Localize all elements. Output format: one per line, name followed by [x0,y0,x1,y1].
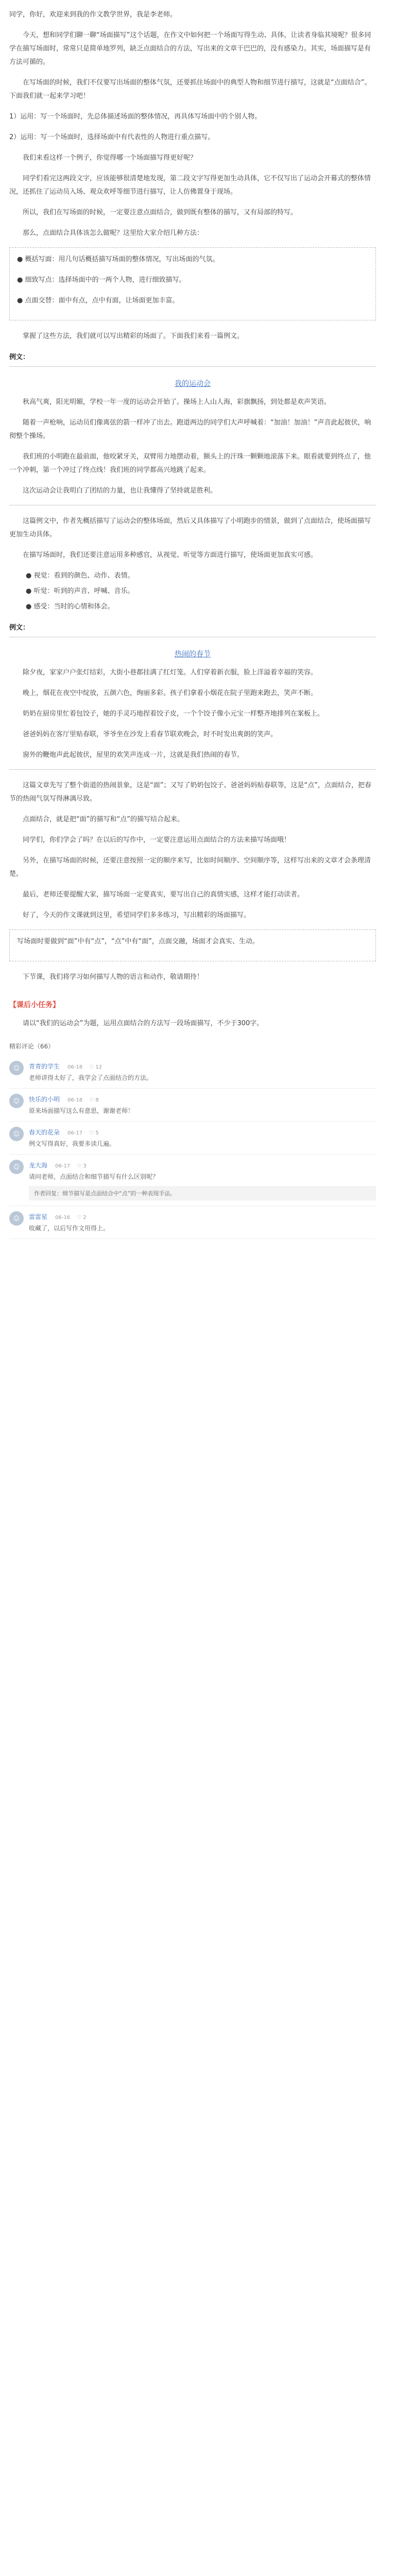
example-label: 例文： [9,353,30,361]
like-count: 3 [83,1163,87,1169]
comment-time: 06-18 [67,1097,83,1103]
avatar[interactable]: ☺ [9,1211,24,1226]
essay-title: 热闹的春节 [175,650,211,658]
comment-text: 收藏了，以后写作文用得上。 [29,1225,110,1232]
method-box-item: ● 概括写面：用几句话概括描写场面的整体情况，写出场面的气氛。 [17,256,219,263]
article-content [0,0,412,1239]
comment-text: 原来场面描写这么有意思，谢谢老师！ [29,1107,134,1114]
comment-item [9,1089,376,1122]
method-box-item: ● 细致写点：选择场面中的一两个人物，进行细致描写。 [17,276,186,284]
essay-paragraph: 除夕夜，家家户户张灯结彩，大街小巷都挂满了红灯笼。人们穿着新衣服，脸上洋溢着幸福的笑容。 [23,669,318,676]
sense-list [9,569,376,614]
body-paragraph: 另外，在描写场面的时候，还要注意按照一定的顺序来写，比如时间顺序、空间顺序等，这样写出来的文章才会条理清楚。 [9,857,371,878]
example-label: 例文： [9,624,30,632]
body-paragraph: 那么，点面结合具体该怎么做呢？这里给大家介绍几种方法： [23,229,204,237]
summary-box [9,929,376,961]
analysis-paragraph: 这篇例文中，作者先概括描写了运动会的整体场面，然后又具体描写了小明跑步的情景，做到了点面结合，使场面描写更加生动具体。 [9,517,371,538]
task-title: 【课后小任务】 [9,1001,60,1009]
sense-item: ● 视觉：看到的颜色、动作、表情。 [26,572,134,580]
like-icon[interactable]: ♡ 3 [77,1163,87,1169]
body-paragraph: 好了，今天的作文课就到这里，希望同学们多多练习，写出精彩的场面描写。 [23,911,251,919]
essay-paragraph: 随着一声枪响，运动员们像离弦的箭一样冲了出去。跑道两边的同学们大声呼喊着：“加油！加油！”声音此起彼伏，响彻整个操场。 [9,419,371,440]
body-paragraph: 同学们，你们学会了吗？在以后的写作中，一定要注意运用点面结合的方法来描写场面哦！ [23,836,291,844]
comment-author[interactable]: 雷雷星 [29,1213,48,1221]
example-essay-2 [9,637,376,770]
essay-paragraph: 晚上，烟花在夜空中绽放，五颜六色，绚丽多彩。孩子们拿着小烟花在院子里跑来跑去，笑声不断。 [23,689,318,697]
summary-text: 写场面时要做到“面”中有“点”，“点”中有“面”，点面交融，场面才会真实、生动。 [17,938,259,945]
body-paragraph: 所以，我们在写场面的时候，一定要注意点面结合，做到既有整体的描写，又有局部的特写。 [23,209,298,216]
comment-text: 老师讲得太好了，我学会了点面结合的方法。 [29,1074,153,1081]
avatar[interactable]: ☺ [9,1127,24,1141]
avatar[interactable]: ☺ [9,1094,24,1108]
avatar[interactable]: ☺ [9,1061,24,1075]
sense-item: ● 感受：当时的心情和体会。 [26,603,114,611]
comment-author[interactable]: 青青的学生 [29,1063,60,1070]
like-icon[interactable]: ♡ 12 [89,1064,102,1070]
method-item: 1）运用：写一个场面时，先总体描述场面的整体情况，再具体写场面中的个别人物。 [9,113,262,121]
comment-text: 例文写得真好，我要多读几遍。 [29,1140,116,1147]
analysis-paragraph: 在描写场面时，我们还要注意运用多种感官，从视觉、听觉等方面进行描写，使场面更加真实可感。 [23,551,318,559]
task-text: 请以“我们的运动会”为题，运用点面结合的方法写一段场面描写，不少于300字。 [23,1020,264,1027]
body-paragraph: 我们来看这样一个例子，你觉得哪一个场面描写得更好呢？ [23,154,197,162]
like-count: 8 [95,1097,99,1103]
method-box-item: ● 点面交替：面中有点，点中有面，让场面更加丰富。 [17,297,179,304]
comment-time: 06-18 [67,1064,83,1070]
body-paragraph: 同学们看完这两段文字，应该能够很清楚地发现，第二段文字写得更加生动具体，它不仅写出了运动会开幕式的整体情况，还抓住了运动员入场、观众欢呼等细节进行描写，让人仿佛置身于现场。 [9,175,371,196]
like-icon[interactable]: ♡ 5 [89,1130,99,1136]
comment-item [9,1206,376,1239]
intro-paragraph: 在写场面的时候，我们不仅要写出场面的整体气氛，还要抓住场面中的典型人物和细节进行描写，这就是“点面结合”。下面我们就一起来学习吧！ [9,79,371,100]
essay-paragraph: 爸爸妈妈在客厅里贴春联，爷爷坐在沙发上看春节联欢晚会，时不时发出爽朗的笑声。 [23,731,278,738]
comment-item [9,1122,376,1155]
comment-text: 请问老师，点面结合和细节描写有什么区别呢？ [29,1173,159,1180]
example-essay-1 [9,366,376,505]
comment-time: 06-17 [67,1130,83,1136]
avatar[interactable]: ☺ [9,1160,24,1174]
comment-author[interactable]: 龙大海 [29,1162,48,1169]
method-item: 2）运用：写一个场面时，选择场面中有代表性的人物进行重点描写。 [9,133,215,141]
comment-author[interactable]: 快乐的小明 [29,1096,60,1103]
closing-paragraph: 下节课，我们将学习如何描写人物的语言和动作，敬请期待！ [23,973,204,981]
comment-author[interactable]: 春天的花朵 [29,1129,60,1136]
like-count: 5 [95,1130,99,1136]
like-count: 12 [95,1064,102,1070]
highlight-sentence: 点面结合，就是把“面”的描写和“点”的描写结合起来。 [23,816,184,823]
comment-time: 06-17 [55,1163,71,1169]
intro-paragraph: 今天，想和同学们聊一聊“场面描写”这个话题，在作文中如何把一个场面写得生动、具体，让读者身临其境呢？很多同学在描写场面时，常常只是简单地罗列，缺乏点面结合的方法，写出来的文章干巴巴的，没有感染力。其实，场面描写是有方法可循的。 [9,31,371,66]
essay-paragraph: 窗外的鞭炮声此起彼伏，屋里的欢笑声连成一片，这就是我们热闹的春节。 [23,751,244,759]
like-count: 2 [83,1215,87,1221]
essay-paragraph: 我们班的小明跑在最前面，他咬紧牙关，双臂用力地摆动着，额头上的汗珠一颗颗地滚落下来。眼看就要到终点了，他一个冲刺，第一个冲过了终点线！我们班的同学都高兴地跳了起来。 [9,453,371,474]
like-icon[interactable]: ♡ 2 [77,1215,87,1221]
essay-paragraph: 奶奶在厨房里忙着包饺子，她的手灵巧地捏着饺子皮，一个个饺子像小元宝一样整齐地排列在案板上。 [23,710,324,718]
essay-paragraph: 秋高气爽，阳光明媚，学校一年一度的运动会开始了。操场上人山人海，彩旗飘扬，到处都是欢声笑语。 [23,398,331,406]
body-paragraph: 掌握了这些方法，我们就可以写出精彩的场面了。下面我们来看一篇例文。 [23,332,244,340]
author-reply: 作者回复：细节描写是点面结合中“点”的一种表现手法。 [29,1186,376,1200]
sense-item: ● 听觉：听到的声音、呼喊、音乐。 [26,587,134,595]
essay-paragraph: 这次运动会让我明白了团结的力量，也让我懂得了坚持就是胜利。 [23,487,217,495]
intro-greeting: 同学，你好，欢迎来到我的作文教学世界，我是李老师。 [9,11,177,19]
comment-item [9,1056,376,1089]
body-paragraph: 最后，老师还要提醒大家，描写场面一定要真实，要写出自己的真情实感，这样才能打动读者。 [23,891,304,899]
method-box [9,247,376,320]
comment-item [9,1155,376,1206]
analysis-paragraph: 这篇文章先写了整个街道的热闹景象，这是“面”；又写了奶奶包饺子、爸爸妈妈贴春联等，这是“点”，点面结合，把春节的热闹气氛写得淋漓尽致。 [9,782,371,803]
like-icon[interactable]: ♡ 8 [89,1097,99,1103]
comment-time: 06-16 [55,1215,71,1221]
comments-header: 精彩评论（66） [9,1043,55,1050]
essay-title: 我的运动会 [175,380,211,388]
